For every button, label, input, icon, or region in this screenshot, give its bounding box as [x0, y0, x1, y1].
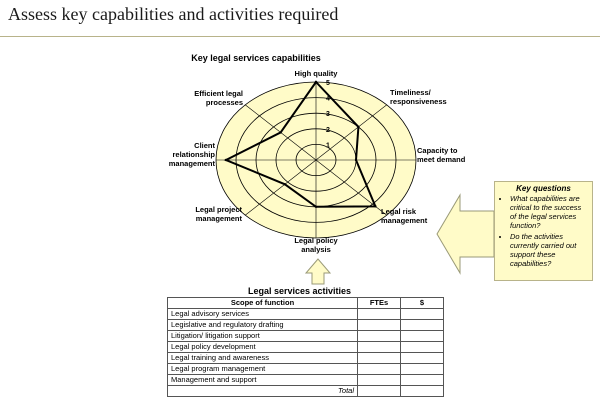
radar-axis-label — [256, 69, 376, 78]
activity-cell: Legal advisory services — [168, 309, 358, 320]
left-arrow-icon — [437, 195, 494, 273]
dollars-cell — [401, 331, 444, 342]
table-row — [168, 375, 444, 386]
radar-axis-label-line: management — [195, 214, 242, 223]
ftes-total-cell — [358, 386, 401, 397]
dollars-cell — [401, 375, 444, 386]
ftes-cell — [358, 364, 401, 375]
activity-cell: Legal policy development — [168, 342, 358, 353]
radar-axis-label-line: responsiveness — [390, 97, 447, 106]
dollars-cell — [401, 342, 444, 353]
activity-cell: Litigation/ litigation support — [168, 331, 358, 342]
dollars-cell — [401, 364, 444, 375]
dollars-cell — [401, 320, 444, 331]
radar-axis-label-line: Legal risk — [381, 207, 417, 216]
column-header-scope: Scope of function — [168, 298, 358, 309]
radar-data-point — [355, 159, 357, 161]
radar-scale-label: 2 — [326, 126, 330, 134]
ftes-cell — [358, 309, 401, 320]
dollars-cell — [401, 353, 444, 364]
table-row — [168, 331, 444, 342]
radar-axis-label — [381, 207, 427, 225]
radar-data-point — [315, 81, 317, 83]
radar-axis-label-line: Capacity to — [417, 146, 458, 155]
radar-axis-label — [194, 89, 243, 107]
column-header-ftes: FTEs — [358, 298, 401, 309]
table-row — [168, 342, 444, 353]
radar-axis-label-line: Legal policy — [294, 236, 338, 245]
radar-scale-label: 4 — [326, 95, 330, 103]
total-label: Total — [168, 386, 358, 397]
ftes-cell — [358, 342, 401, 353]
key-question-item: • Do the activities currently carried out support these capabilities? — [510, 232, 589, 268]
radar-axis-label-line: Client — [194, 141, 215, 150]
radar-axis-label-line: management — [381, 216, 428, 225]
radar-axis-label — [417, 146, 465, 164]
radar-axis-label-line: relationship — [172, 150, 215, 159]
ftes-cell — [358, 320, 401, 331]
activity-cell: Management and support — [168, 375, 358, 386]
radar-axis-label — [169, 141, 215, 168]
radar-axis-label-line: meet demand — [417, 155, 466, 164]
radar-data-point — [374, 205, 376, 207]
ftes-cell — [358, 375, 401, 386]
key-questions-box — [494, 181, 593, 281]
radar-scale-label: 1 — [326, 142, 330, 150]
radar-axis-label-line: processes — [205, 98, 243, 107]
radar-data-point — [284, 183, 286, 185]
activity-cell: Legal training and awareness — [168, 353, 358, 364]
radar-data-point — [357, 126, 359, 128]
key-questions-title: Key questions — [516, 184, 571, 193]
radar-title: Key legal services capabilities — [191, 53, 321, 63]
up-arrow-icon — [306, 259, 330, 284]
radar-axis-label — [195, 205, 242, 223]
activities-table-title: Legal services activities — [247, 286, 352, 296]
radar-data-point — [315, 206, 317, 208]
activity-cell: Legal program management — [168, 364, 358, 375]
ftes-cell — [358, 331, 401, 342]
key-questions-list — [498, 194, 589, 268]
radar-axis-label-line: management — [168, 159, 215, 168]
dollars-cell — [401, 309, 444, 320]
radar-scale-label: 5 — [326, 80, 330, 87]
total-row — [168, 386, 444, 397]
radar-axis-label-line: analysis — [301, 245, 331, 254]
radar-axis-label-line: Timeliness/ — [390, 88, 431, 97]
column-header-dollars: $ — [401, 298, 444, 309]
radar-axis-label-line: High quality — [294, 69, 338, 78]
radar-axis-label-line: Efficient legal — [194, 89, 243, 98]
radar-data-point — [225, 159, 227, 161]
table-row — [168, 364, 444, 375]
activities-table — [167, 297, 444, 397]
table-header-row — [168, 298, 444, 309]
dollars-total-cell — [401, 386, 444, 397]
radar-axis-label-line: Legal project — [195, 205, 242, 214]
radar-axis-label — [256, 236, 376, 254]
radar-axis-label — [390, 88, 447, 106]
activity-cell: Legislative and regulatory drafting — [168, 320, 358, 331]
ftes-cell — [358, 353, 401, 364]
radar-scale-label: 3 — [326, 111, 330, 119]
radar-data-point — [279, 131, 281, 133]
page-title: Assess key capabilities and activities required — [8, 4, 339, 24]
table-row — [168, 309, 444, 320]
key-question-item: • What capabilities are critical to the success of the legal services function? — [510, 194, 589, 230]
table-row — [168, 353, 444, 364]
table-row — [168, 320, 444, 331]
